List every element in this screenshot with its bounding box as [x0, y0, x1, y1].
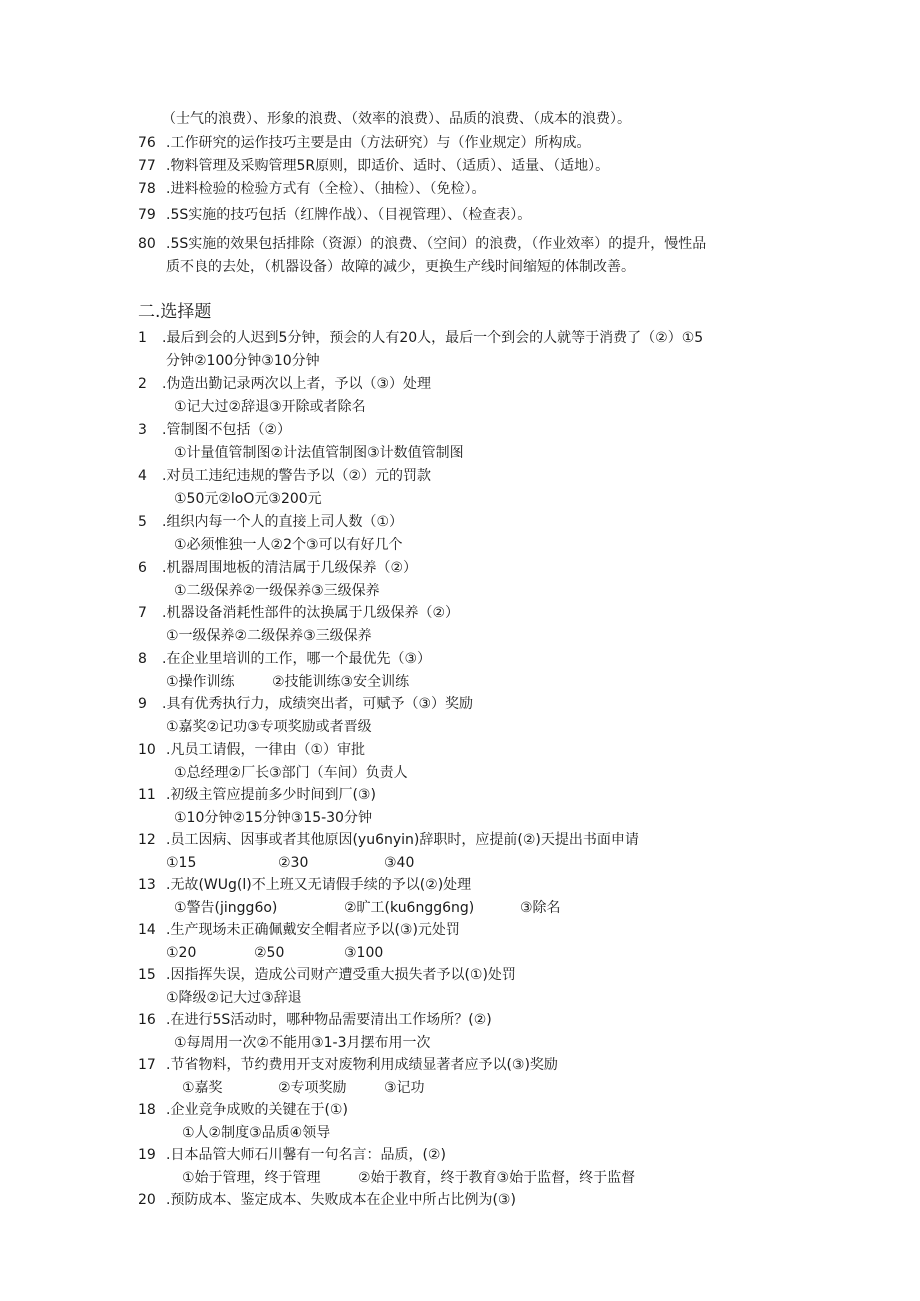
- question-text: .初级主管应提前多少时间到厂(③): [166, 787, 376, 803]
- item-text: .5S实施的技巧包括（红牌作战）、（目视管理）、（检查表）。: [166, 207, 532, 223]
- item-number: 78: [138, 181, 156, 197]
- question-number: 2: [138, 376, 147, 392]
- question-option: ②技能训练③安全训练: [272, 674, 410, 690]
- question-number: 3: [138, 422, 147, 438]
- question-number: 11: [138, 787, 156, 803]
- question-text: .在进行5S活动时，哪种物品需要清出工作场所？(②): [166, 1012, 492, 1028]
- item-number: 76: [138, 135, 156, 151]
- question-text: .组织内每一个人的直接上司人数（①）: [162, 514, 403, 530]
- item-number: 79: [138, 207, 156, 223]
- item-number: 77: [138, 158, 156, 174]
- question-options: ①总经理②厂长③部门（车间）负责人: [174, 765, 408, 781]
- question-number: 14: [138, 922, 156, 938]
- question-options: ①记大过②辞退③开除或者除名: [174, 399, 366, 415]
- question-text: .对员工违纪违规的警告予以（②）元的罚款: [162, 468, 431, 484]
- question-option: ①始于管理，终于管理: [182, 1170, 321, 1186]
- question-number: 19: [138, 1147, 156, 1163]
- question-text: .节省物料，节约费用开支对废物利用成绩显著者应予以(③)奖励: [166, 1057, 558, 1073]
- question-text: .最后到会的人迟到5分钟，预会的人有20人，最后一个到会的人就等于消费了（②）①5: [162, 330, 704, 346]
- item-text-continuation: 质不良的去处，（机器设备）故障的减少，更换生产线时间缩短的体制改善。: [166, 259, 635, 275]
- question-options: ①50元②loO元③200元: [174, 491, 322, 507]
- question-number: 5: [138, 514, 147, 530]
- question-number: 8: [138, 651, 147, 667]
- question-text: .具有优秀执行力，成绩突出者，可赋予（③）奖励: [162, 696, 473, 712]
- question-number: 4: [138, 468, 147, 484]
- question-number: 7: [138, 605, 147, 621]
- question-text: .机器设备消耗性部件的汰换属于几级保养（②）: [162, 605, 459, 621]
- question-text: .无故(WUg(l)不上班又无请假手续的予以(②)处理: [166, 877, 472, 893]
- question-option: ②专项奖励: [278, 1080, 347, 1096]
- question-options: ①降级②记大过③辞退: [166, 990, 302, 1006]
- question-number: 1: [138, 330, 147, 346]
- question-number: 10: [138, 742, 156, 758]
- question-text: .日本品管大师石川馨有一句名言：品质，(②): [166, 1147, 446, 1163]
- item-number: 80: [138, 236, 156, 252]
- question-options: ①10分钟②15分钟③15-30分钟: [174, 810, 372, 826]
- question-text: .管制图不包括（②）: [162, 422, 292, 438]
- section-title: 二.选择题: [138, 302, 212, 322]
- question-number: 13: [138, 877, 156, 893]
- question-option: ①警告(jingg6o): [174, 900, 278, 916]
- question-options: ①二级保养②一级保养③三级保养: [174, 583, 380, 599]
- question-options: ①必须惟独一人②2个③可以有好几个: [174, 537, 403, 553]
- question-text: .生产现场未正确佩戴安全帽者应予以(③)元处罚: [166, 922, 460, 938]
- item-text: .进料检验的检验方式有（全检）、（抽检）、（免检）。: [166, 181, 486, 197]
- question-option: ②始于教育，终于教育③始于监督，终于监督: [358, 1170, 636, 1186]
- question-option: ①操作训练: [166, 674, 235, 690]
- question-option: ②旷工(ku6ngg6ng): [344, 900, 475, 916]
- question-option: ③除名: [520, 900, 561, 916]
- question-text: .员工因病、因事或者其他原因(yu6nyin)辞职时，应提前(②)天提出书面申请: [166, 832, 639, 848]
- question-text: .因指挥失误，造成公司财产遭受重大损失者予以(①)处罚: [166, 967, 516, 983]
- question-options: ①人②制度③品质④领导: [182, 1125, 331, 1141]
- question-option: ③40: [384, 855, 415, 871]
- question-number: 6: [138, 560, 147, 576]
- question-option: ①嘉奖: [182, 1080, 223, 1096]
- question-option: ③记功: [384, 1080, 425, 1096]
- question-number: 18: [138, 1102, 156, 1118]
- question-options: ①一级保养②二级保养③三级保养: [166, 628, 372, 644]
- question-text: .凡员工请假，一律由（①）审批: [166, 742, 366, 758]
- question-text: .伪造出勤记录两次以上者，予以（③）处理: [162, 376, 431, 392]
- question-option: ①20: [166, 945, 197, 961]
- question-text: .企业竞争成败的关键在于(①): [166, 1102, 348, 1118]
- question-number: 9: [138, 696, 147, 712]
- item-text: .工作研究的运作技巧主要是由（方法研究）与（作业规定）所构成。: [166, 135, 591, 151]
- question-option: ①15: [166, 855, 197, 871]
- question-options: ①计量值管制图②计法值管制图③计数值管制图: [174, 445, 464, 461]
- item-text: .物料管理及采购管理5R原则，即适价、适时、（适质）、适量、（适地）。: [166, 158, 610, 174]
- question-number: 20: [138, 1192, 156, 1208]
- question-number: 16: [138, 1012, 156, 1028]
- item-text: .5S实施的效果包括排除（资源）的浪费、（空间）的浪费，（作业效率）的提升，慢性品: [166, 236, 707, 252]
- question-number: 17: [138, 1057, 156, 1073]
- question-option: ②50: [254, 945, 285, 961]
- question-text: .在企业里培训的工作，哪一个最优先（③）: [162, 651, 431, 667]
- question-number: 15: [138, 967, 156, 983]
- question-option: ②30: [278, 855, 309, 871]
- item-75-continuation: （士气的浪费）、形象的浪费、（效率的浪费）、品质的浪费、（成本的浪费）。: [162, 111, 631, 127]
- question-text: .预防成本、鉴定成本、失败成本在企业中所占比例为(③): [166, 1192, 516, 1208]
- question-option: ③100: [344, 945, 384, 961]
- question-options: ①每周用一次②不能用③1-3月摆布用一次: [174, 1035, 431, 1051]
- question-options: 分钟②100分钟③10分钟: [166, 353, 320, 369]
- question-options: ①嘉奖②记功③专项奖励或者晋级: [166, 719, 372, 735]
- question-text: .机器周围地板的清洁属于几级保养（②）: [162, 560, 417, 576]
- question-number: 12: [138, 832, 156, 848]
